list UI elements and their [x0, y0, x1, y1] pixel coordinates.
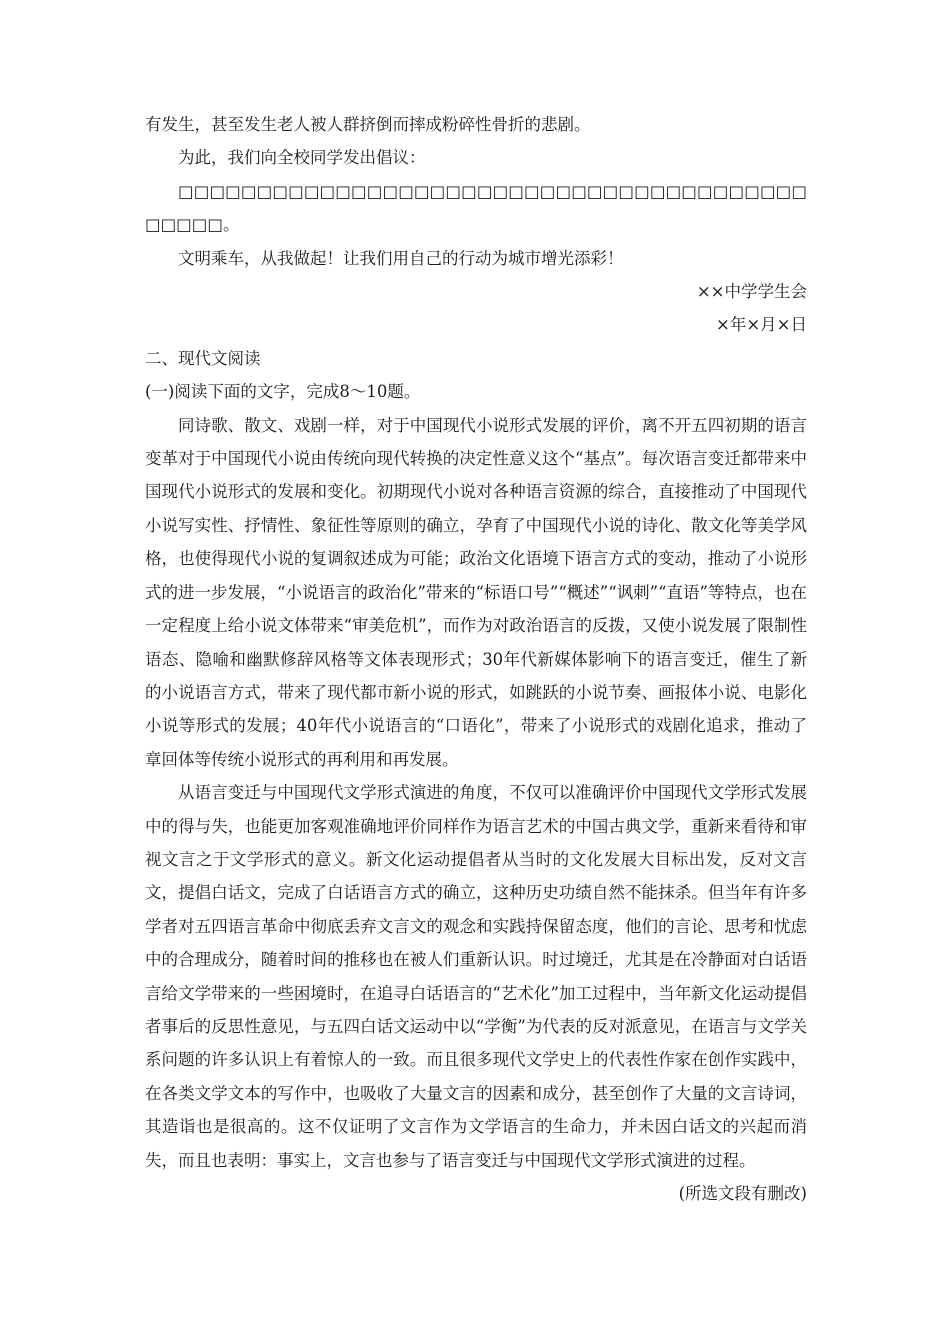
reading-paragraph-1: 同诗歌、散文、戏剧一样，对于中国现代小说形式发展的评价，离不开五四初期的语言变革对于中国现代小说由传统向现代转换的决定性意义这个“基点”。每次语言变迁都带来中国现代小说形式的发展和变化。初期现代小说对各种语言资源的综合，直接推动了中国现代小说写实性、抒情性、象征性等原则的确立，孕育了中国现代小说的诗化、散文化等美学风格，也使得现代小说的复调叙述成为可能；政治文化语境下语言方式的变动，推动了小说形式的进一步发展，“小说语言的政治化”带来的“标语口号”“概述”“讽刺”“直语”等特点，也在一定程度上给小说文体带来“审美危机”，而作为对政治语言的反拨，又使小说发展了限制性语态、隐喻和幽默修辞风格等文体表现形式；30年代新媒体影响下的语言变迁，催生了新的小说语言方式，带来了现代都市新小说的形式，如跳跃的小说节奏、画报体小说、电影化小说等形式的发展；40年代小说语言的“口语化”，带来了小说形式的戏剧化追求，推动了章回体等传统小说形式的再利用和再发展。 — [145, 415, 807, 769]
source-note: (所选文段有删改) — [678, 1184, 807, 1203]
section-sub-heading: (一)阅读下面的文字，完成8～10题。 — [145, 382, 421, 402]
section-heading: 二、现代文阅读 — [145, 348, 261, 368]
blank-answer-boxes: □□□□□□□□□□□□□□□□□□□□□□□□□□□□□□□□□□□□□□□□□□□□□。 — [145, 181, 807, 235]
reading-paragraph-2: 从语言变迁与中国现代文学形式演进的角度，不仅可以准确评价中国现代文学形式发展中的得与失，也能更加客观准确地评价同样作为语言艺术的中国古典文学，重新来看待和审视文言之于文学形式的意义。新文化运动提倡者从当时的文化发展大目标出发，反对文言文，提倡白话文，完成了白话语言方式的确立，这种历史功绩自然不能抹杀。但当年有许多学者对五四语言革命中彻底丢弃文言文的观念和实践持保留态度，他们的言论、思考和忧虑中的合理成分，随着时间的推移也在被人们重新认识。时过境迁，尤其是在冷静面对白话语言给文学带来的一些困境时，在追寻白话语言的“艺术化”加工过程中，当年新文化运动提倡者事后的反思性意见，与五四白话文运动中以“学衡”为代表的反对派意见，在语言与文学关系问题的许多认识上有着惊人的一致。而且很多现代文学史上的代表性作家在创作实践中，在各类文学文本的写作中，也吸收了大量文言的因素和成分，甚至创作了大量的文言诗词，其造诣也是很高的。这不仅证明了文言作为文学语言的生命力，并未因白话文的兴起而消失，而且也表明：事实上，文言也参与了语言变迁与中国现代文学形式演进的过程。 — [145, 783, 807, 1170]
letter-continuation-line: 有发生，甚至发生老人被人群挤倒而摔成粉碎性骨折的悲剧。 — [145, 115, 591, 134]
letter-intro: 为此，我们向全校同学发出倡议： — [178, 148, 426, 168]
document-page — [145, 108, 807, 1210]
letter-slogan: 文明乘车，从我做起！让我们用自己的行动为城市增光添彩！ — [178, 248, 624, 268]
letter-date: ×年×月×日 — [716, 315, 807, 335]
letter-signature: ××中学学生会 — [696, 282, 807, 302]
